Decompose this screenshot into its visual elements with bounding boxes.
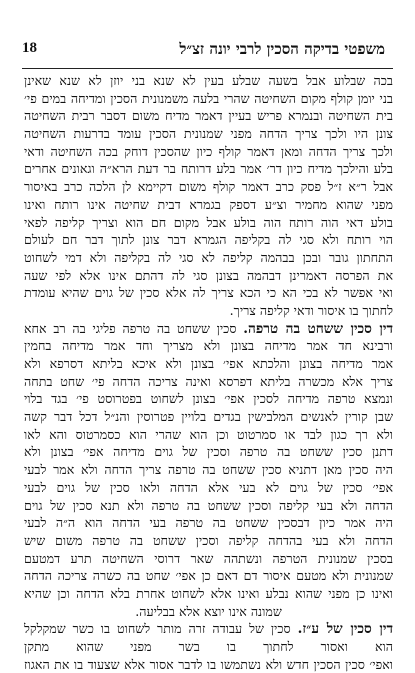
text-line: צונן היו ולכך צריך הדחה מפני שמנונית הסכין עומד בדרעות השחיטה [24,126,393,142]
text-line: שמנונית ולא מטעם איסור דם דאם כן אפי׳ שחט בה כשרה צריכה הדחה [24,568,393,584]
text-line: את הפרסה דאמרינן דבהמה בצונן סגי לה דהתם אינו אלא לפי שעה [24,267,393,283]
section-text: סכין ששחט בה טרפה פליגי בה רב אחא [24,320,244,336]
text-line: היה אמר כיון דבסכין ששחט בה טרפה בעי הדחה הוא ה״ה לבעי [24,515,393,531]
text-line: ורבינא חד אמר מדיחה בצונן ולא מצריך וחד אמר מדיחה בחמין [24,338,393,354]
text-line: ולכך צריך הדחה ומאן דאמר קולף כיון שהסכין דוחק בכה השחיטה ודאי [24,143,393,159]
text-line: מפני שהוא מחמיר וצ״ע דספק בגמרא דבית שחיטה אינו רותח ואינו [24,196,393,212]
text-line: דתנן סכין ששחט בה טרפה וסכין של גוים מדיחה אפי׳ בצונן ולא [24,444,393,460]
text-line: בסכין שמנונית הטרפה ונשתהה שאר דרוסי השחיטה תרע דמטעם [24,550,393,566]
text-line: ואינו כן מפני שהוא נבלע ואינו אלא לשחוט אחרת בלא הדחה וכן שהיא [24,585,393,601]
text-line: לחתוך בו איסור ודאי קליפה צריך. [229,302,393,318]
text-line: ואי אפשר לא בכי הא כי הכא צריך לה אלא סכין של גוים שהיא עומדת [24,285,393,301]
text-line: צריך אלא מכשרה בליתא דפרסא ואינה צריכה הדחה פי׳ שחט בתחה [24,373,393,389]
text-line: שמונה אינו יוצא אלא בבליעה. [135,603,282,619]
text-line [24,320,393,338]
text-line: אפי׳ סכין של גוים לא בעי אלא הדחה ולאו סכין של גוים לבעי [24,479,393,495]
text-line: הוא ואסור לחתוך בו בשר מפני שהוא מתקן [24,639,393,654]
text-line: ולא רך כגון לבד או סמרטוט וכן הוא שהרי הוא כסמרטוס והא לאו [24,426,393,442]
page-number: 18 [22,40,37,56]
text-line: התחתון גובר ובכן בבהמה קליפה לא סגי לה בקליפה ולא דמי לשחוט [24,249,393,265]
text-line: בלע והילכך מדיח כיון דר׳ אמר בלע דרותח בר דעת הרא״ה וגאונים אחרים [24,161,393,177]
section-heading: דין סכין ששחט בה טרפה. [243,320,393,337]
text-line [24,620,393,638]
body-text [24,72,393,673]
text-line: היה סכין מאן דתניא סכין ששחט בה טרפה צריך הדחה ולא אמר לבעי [24,462,393,478]
text-line: בכה שבלוע אבל בשעה שבלע בעין לא שנא בני יוזן לא שנא שאינן [24,73,393,88]
text-line: בית השחיטה ובנמרא פריש בעיין דאמר מדיח משום דסבר רבית השחיטה [24,108,393,124]
page-header [22,40,393,66]
text-line: אבל ר״א ז״ל פסק כרב דאמר קולף משום דקיימא לן הלכה כרב באיסור [24,179,393,195]
text-line: ואפי׳ סכין הסכין חדש ולא נשתמשו בו לדבר אסור אלא שצעוד בו את האגוז [24,656,393,672]
header-rule [22,68,393,69]
text-line: ונמצא טרפה מדיחה לסכין אפי׳ בצונן לשחוט בפטרוסט פי׳ בגד בלוי [24,391,393,407]
text-line: הדחה ולא בעי בהדחה קליפה וסכין ששחט בה טרפה משום שיש [24,532,393,548]
text-line: בולע דאי הוה רותח הוה בולע אבל מקום חם הוא וצריך קליפה לפאי [24,214,393,230]
text-line: אמר מדיחה בצונן והלכתא אפי׳ בצונן ולא איכא בליתא דסרפא ולא [24,356,393,371]
section-heading: דין סכין של ע״ז. [297,621,393,638]
text-line: שבן קורין לאנשים המלבישין בגדים בלויין פטרוסין והנ״ל דכל דבר קשה [24,409,393,425]
running-head: משפטי בדיקה הסכין לרבי יונה זצ״ל [179,40,385,58]
section-text: סכין של עבודה זרה מותר לשחוט בו כשר שמקלקל [24,621,298,637]
text-line: הדחה ולא בעי קליפה וסכין ששחט בה טרפה ולא תנא סכין של גוים [24,497,393,513]
text-line: בני יומן קולף מקום השחיטה שהרי בלעה משמנונית הסכין ומדיחה במים פי׳ [24,90,393,106]
text-line: הוי רותח ולא סגי לה בקליפה הגמרא דבר צונן לתוך דבר חם לעולם [24,232,393,248]
